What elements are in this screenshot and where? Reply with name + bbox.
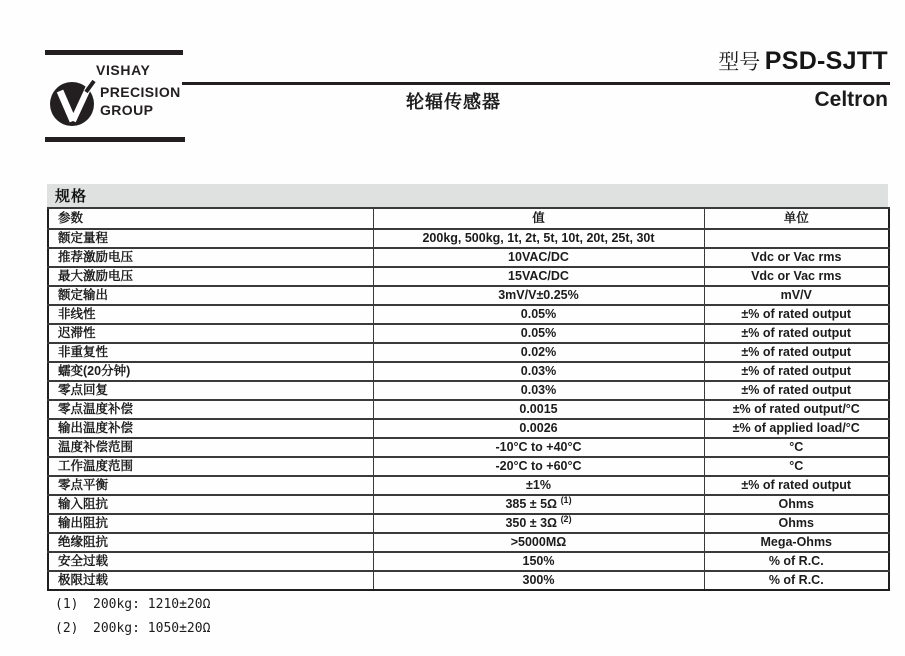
value-cell: [373, 267, 704, 286]
table-row: [48, 514, 889, 533]
table-row: [48, 533, 889, 552]
table-header-row: [48, 208, 889, 229]
spec-table: [47, 207, 890, 591]
parameter-cell: 非重复性: [48, 343, 373, 362]
value-cell: [373, 362, 704, 381]
value-cell: [373, 552, 704, 571]
parameter-cell: 零点温度补偿: [48, 400, 373, 419]
unit-cell: ±% of rated output: [704, 324, 889, 343]
table-row: [48, 267, 889, 286]
parameter-cell: 推荐激励电压: [48, 248, 373, 267]
value-text: 0.03%: [520, 364, 557, 379]
unit-cell: % of R.C.: [704, 552, 889, 571]
table-row: [48, 343, 889, 362]
value-text: 0.03%: [520, 383, 557, 398]
table-row: [48, 305, 889, 324]
footnote-1: [55, 597, 210, 612]
footnote-2: [55, 621, 210, 636]
parameter-cell: 输出阻抗: [48, 514, 373, 533]
value-cell: [373, 457, 704, 476]
footnote-marker: (2): [55, 621, 79, 636]
value-text: >5000MΩ: [510, 535, 567, 550]
parameter-cell: 工作温度范围: [48, 457, 373, 476]
unit-cell: Ohms: [704, 495, 889, 514]
value-text: 0.02%: [520, 345, 557, 360]
table-row: [48, 438, 889, 457]
unit-cell: mV/V: [704, 286, 889, 305]
parameter-cell: 输出温度补偿: [48, 419, 373, 438]
value-text: 385 ± 5Ω: [505, 497, 558, 512]
value-text: 0.0015: [519, 402, 558, 417]
logo-text-vishay: VISHAY: [96, 62, 151, 78]
unit-cell: ±% of rated output: [704, 305, 889, 324]
table-row: [48, 381, 889, 400]
parameter-cell: 最大激励电压: [48, 267, 373, 286]
logo-text-group: GROUP: [100, 102, 154, 118]
value-text: 0.0026: [519, 421, 558, 436]
unit-cell: Vdc or Vac rms: [704, 248, 889, 267]
table-row: [48, 457, 889, 476]
product-title: 轮辐传感器: [406, 92, 501, 112]
parameter-cell: 极限过载: [48, 571, 373, 590]
vishay-v-icon: [50, 80, 96, 126]
value-text: 15VAC/DC: [508, 269, 569, 284]
logo-text-precision: PRECISION: [100, 84, 181, 100]
column-header-unit: 单位: [704, 208, 889, 229]
unit-cell: °C: [704, 438, 889, 457]
value-cell: [373, 248, 704, 267]
table-row: [48, 552, 889, 571]
unit-cell: °C: [704, 457, 889, 476]
logo-top-bar: [45, 50, 183, 55]
value-cell: [373, 286, 704, 305]
table-row: [48, 362, 889, 381]
unit-cell: ±% of rated output/°C: [704, 400, 889, 419]
value-text: 0.05%: [520, 307, 557, 322]
parameter-cell: 非线性: [48, 305, 373, 324]
column-header-value: 值: [373, 208, 704, 229]
unit-cell: ±% of rated output: [704, 343, 889, 362]
table-row: [48, 419, 889, 438]
parameter-cell: 迟滞性: [48, 324, 373, 343]
table-row: [48, 495, 889, 514]
table-row: [48, 248, 889, 267]
logo-bottom-bar: [45, 137, 185, 142]
table-row: [48, 286, 889, 305]
column-header-parameter: 参数: [48, 208, 373, 229]
footnote-reference: (1): [560, 495, 572, 506]
parameter-cell: 额定输出: [48, 286, 373, 305]
table-row: [48, 324, 889, 343]
model-number: PSD-SJTT: [764, 47, 888, 75]
model-label: 型号: [718, 51, 761, 74]
footnote-text: 200kg: 1210±20Ω: [93, 597, 211, 612]
value-text: -20°C to +60°C: [495, 459, 582, 474]
unit-cell: Ohms: [704, 514, 889, 533]
unit-cell: [704, 229, 889, 248]
unit-cell: ±% of rated output: [704, 381, 889, 400]
parameter-cell: 额定量程: [48, 229, 373, 248]
unit-cell: % of R.C.: [704, 571, 889, 590]
parameter-cell: 输入阻抗: [48, 495, 373, 514]
footnote-text: 200kg: 1050±20Ω: [93, 621, 211, 636]
parameter-cell: 绝缘阻抗: [48, 533, 373, 552]
value-text: -10°C to +40°C: [495, 440, 582, 455]
value-text: 10VAC/DC: [508, 250, 569, 265]
unit-cell: ±% of rated output: [704, 362, 889, 381]
section-title: 规格: [55, 188, 88, 205]
brand-name: Celtron: [814, 88, 888, 111]
model-line: [718, 46, 888, 76]
table-row: [48, 571, 889, 590]
value-text: 350 ± 3Ω: [505, 516, 558, 531]
table-row: [48, 229, 889, 248]
value-cell: [373, 305, 704, 324]
value-text: 3mV/V±0.25%: [498, 288, 579, 303]
parameter-cell: 温度补偿范围: [48, 438, 373, 457]
value-text: 200kg, 500kg, 1t, 2t, 5t, 10t, 20t, 25t, 30t: [422, 231, 655, 246]
unit-cell: Vdc or Vac rms: [704, 267, 889, 286]
unit-cell: Mega-Ohms: [704, 533, 889, 552]
value-cell: [373, 419, 704, 438]
value-cell: [373, 476, 704, 495]
header-rule: [182, 82, 890, 85]
table-row: [48, 400, 889, 419]
value-text: 300%: [522, 573, 555, 588]
unit-cell: ±% of applied load/°C: [704, 419, 889, 438]
parameter-cell: 蠕变(20分钟): [48, 362, 373, 381]
footnote-reference: (2): [560, 514, 572, 525]
value-cell: [373, 571, 704, 590]
footnote-marker: (1): [55, 597, 79, 612]
value-cell: [373, 381, 704, 400]
table-row: [48, 476, 889, 495]
value-cell: [373, 495, 704, 514]
value-text: 0.05%: [520, 326, 557, 341]
parameter-cell: 安全过载: [48, 552, 373, 571]
spec-table-body: [48, 229, 889, 590]
value-cell: [373, 400, 704, 419]
parameter-cell: 零点回复: [48, 381, 373, 400]
value-cell: [373, 438, 704, 457]
value-cell: [373, 533, 704, 552]
value-cell: [373, 514, 704, 533]
parameter-cell: 零点平衡: [48, 476, 373, 495]
value-cell: [373, 343, 704, 362]
section-title-bar: [47, 184, 888, 207]
value-text: 150%: [522, 554, 555, 569]
unit-cell: ±% of rated output: [704, 476, 889, 495]
value-cell: [373, 229, 704, 248]
value-cell: [373, 324, 704, 343]
spec-section: [47, 184, 888, 591]
value-text: ±1%: [526, 478, 551, 493]
